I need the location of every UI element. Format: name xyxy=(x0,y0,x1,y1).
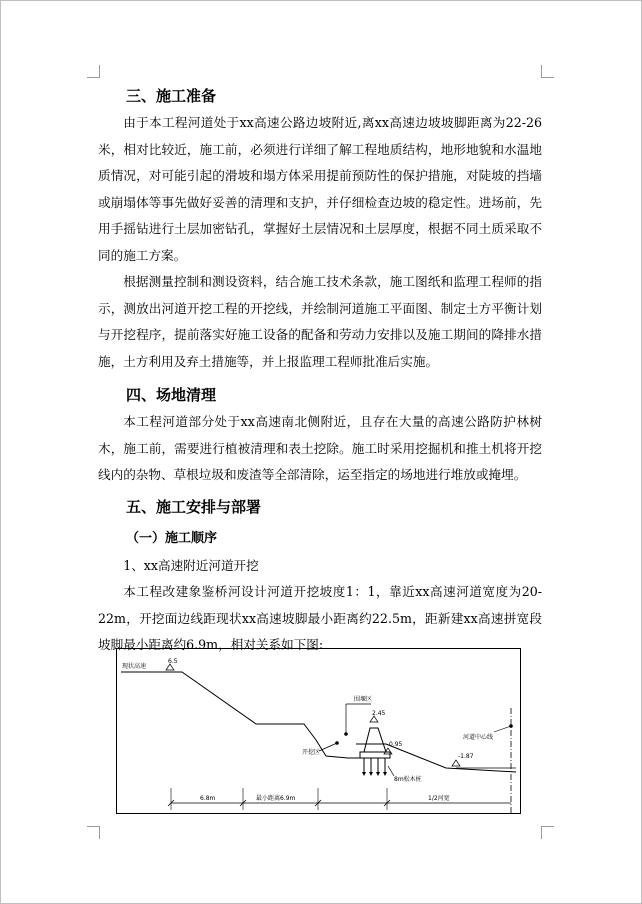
crop-mark-bottom-right xyxy=(541,826,554,839)
elevation-bottom: -1.87 xyxy=(458,753,474,760)
label-existing-road: 现状高速 xyxy=(122,663,147,670)
section-3-paragraph-1: 由于本工程河道处于xx高速公路边坡附近,离xx高速边坡坡脚距离为22-26米，相对比较近，施工前，必须进行详细了解工程地质结构，地形地貌和水温地质情况，对可能引起的滑坡和塌方体采用提前预防性的保护措施，对陡坡的挡墙或崩塌体等事先做好妥善的清理和支护，并仔细检查边坡的稳定性。进场前，先用手摇钻进行土层加密钻孔，掌握好土层情况和土层厚度，根据不同土质采取不同的施工方案。 xyxy=(98,115,542,263)
section-4-paragraph-1: 本工程河道部分处于xx高速南北侧附近，且存在大量的高速公路防护林树木，施工前，需要进行植被清理和表土挖除。施工时采用挖掘机和推土机将开挖线内的杂物、草根垃圾和废渣等全部清除，运至指定的场地进行堆放或掩埋。 xyxy=(98,414,542,482)
section-5-heading: 五、施工安排与部署 xyxy=(126,497,262,516)
section-3-paragraph-2: 根据测量控制和测设资料，结合施工技术条款，施工图纸和监理工程师的指示，测放出河道开挖工程的开挖线，并绘制河道施工平面图、制定土方平衡计划与开挖程序，提前落实好施工设备的配备和劳动力安排以及施工期间的降排水措施，土方利用及弃土措施等，并上报监理工程师批准后实施。 xyxy=(98,274,542,369)
crop-mark-top-right xyxy=(541,65,554,78)
label-excavation: 开挖区 xyxy=(302,749,321,756)
crop-mark-top-left xyxy=(87,65,100,78)
leader-dot-cofferdam xyxy=(344,732,348,736)
terrain-profile xyxy=(121,672,348,758)
section-5-paragraph-1: 本工程改建象鉴桥河设计河道开挖坡度1：1，靠近xx高速河道宽度为20-22m，开挖面边线距现状xx高速坡脚最小距离约22.5m，距新建xx高速拼宽段坡脚最小距离约6.9m，相对关系如下图: xyxy=(98,584,542,652)
cross-section-figure xyxy=(116,648,521,814)
section-5-item-1: 1、xx高速附近河道开挖 xyxy=(123,557,259,573)
elevation-top: 6.5 xyxy=(168,658,178,665)
section-3-heading: 三、施工准备 xyxy=(126,87,217,105)
dimension-half-river: 1/2河宽 xyxy=(428,795,450,802)
cross-section-drawing xyxy=(116,648,521,814)
elevation-dam: 2.45 xyxy=(372,710,386,717)
dimension-left: 6.8m xyxy=(200,795,216,802)
cofferdam-base xyxy=(360,752,390,758)
label-cofferdam: 围堰区 xyxy=(354,696,373,703)
dimension-min-distance: 最小距离6.9m xyxy=(256,795,296,802)
document-body xyxy=(98,82,542,659)
figure-frame xyxy=(117,649,521,814)
elevation-mid: 0.95 xyxy=(389,741,403,748)
elevation-marker-bottom xyxy=(452,760,460,766)
section-4-heading: 四、场地清理 xyxy=(126,386,217,404)
pile-group xyxy=(362,758,387,776)
cofferdam-shape xyxy=(364,728,386,752)
label-piles: 8m松木桩 xyxy=(394,776,422,783)
label-centerline: 河道中心线 xyxy=(463,734,494,741)
section-5-subheading-1: （一）施工顺序 xyxy=(126,530,218,546)
centerline-dot xyxy=(509,724,513,728)
crop-mark-bottom-left xyxy=(87,826,100,839)
